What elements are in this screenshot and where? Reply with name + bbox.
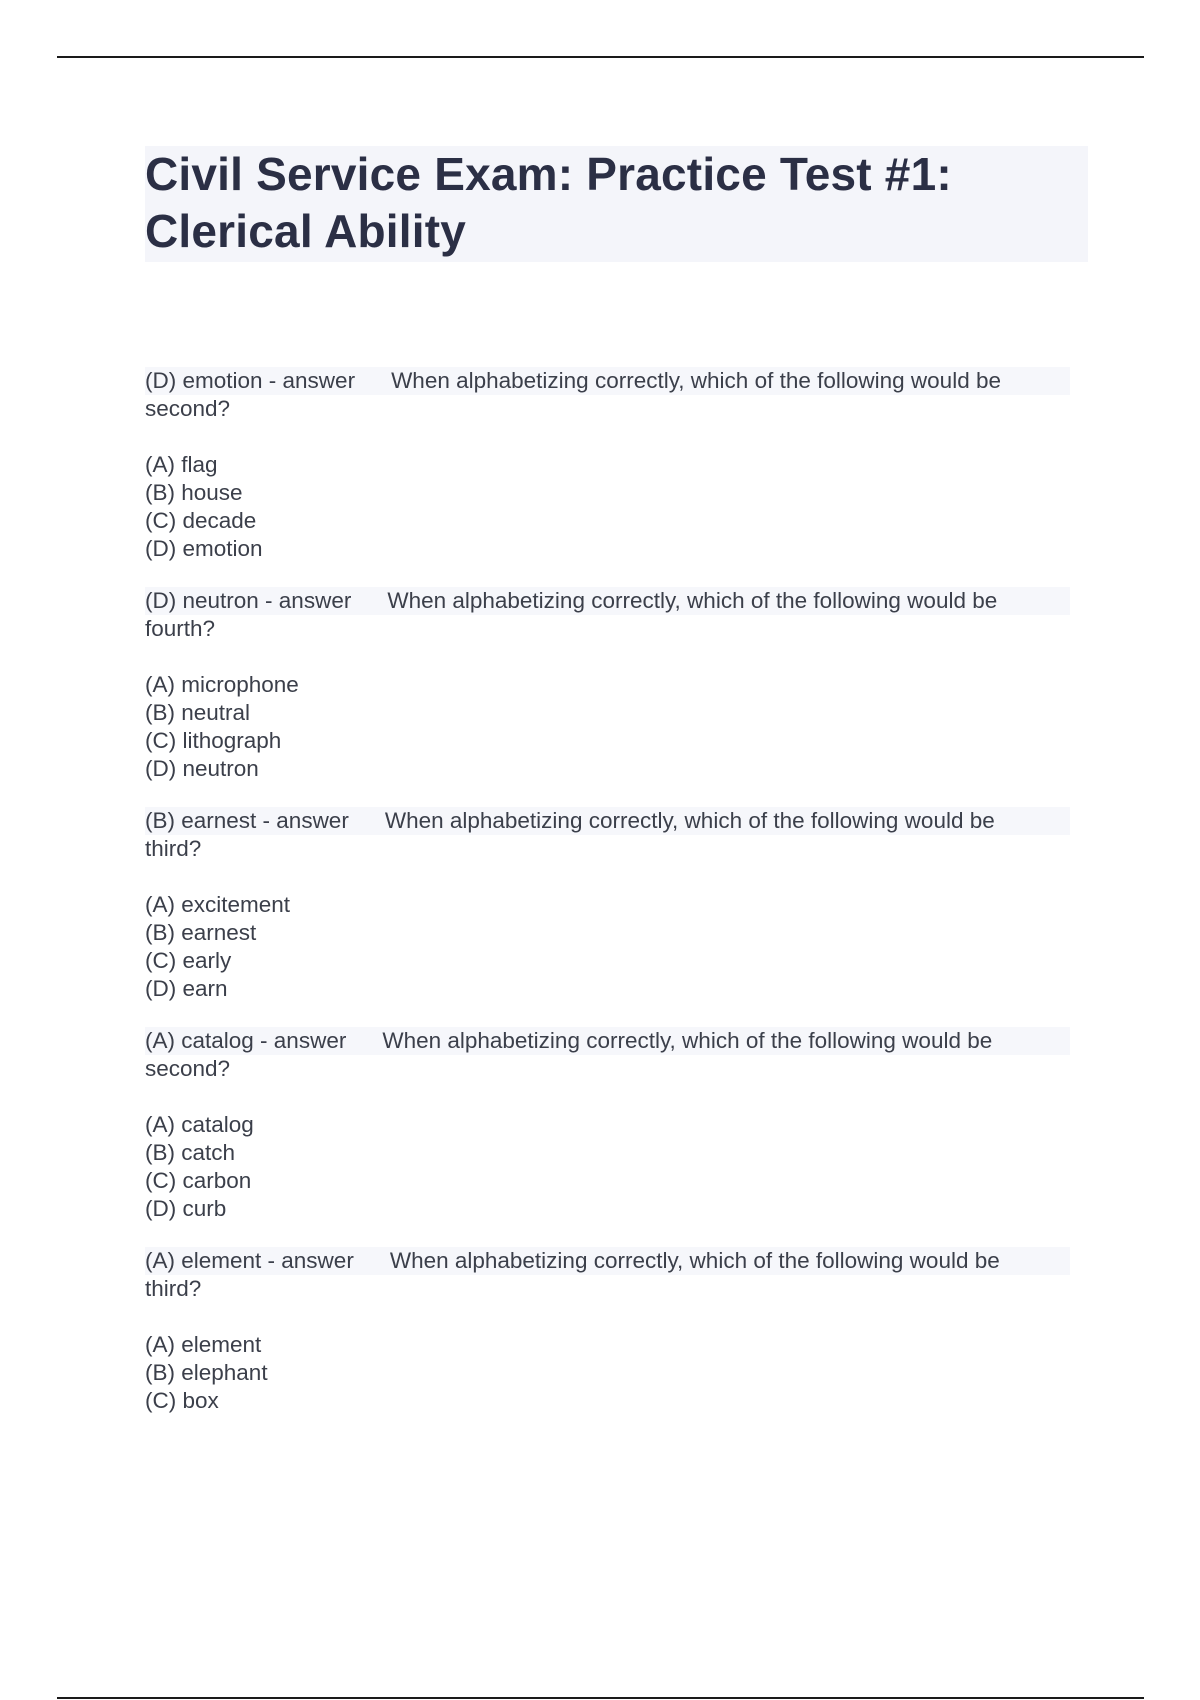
- title-line-1: Civil Service Exam: Practice Test #1:: [145, 148, 952, 200]
- question-text: When alphabetizing correctly, which of the following would be: [382, 1028, 993, 1053]
- question-text-end: third?: [145, 1276, 202, 1301]
- option-item: (D) emotion: [145, 536, 263, 561]
- answer-text: (D) emotion - answer: [145, 368, 356, 393]
- option-item: (B) catch: [145, 1140, 236, 1165]
- question-text: When alphabetizing correctly, which of the following would be: [391, 368, 1001, 393]
- flashcard-prompt: [145, 367, 1070, 423]
- answer-text: (A) catalog - answer: [145, 1028, 347, 1053]
- title-block: [145, 146, 1088, 262]
- option-item: (C) early: [145, 948, 232, 973]
- answer-text: (D) neutron - answer: [145, 588, 352, 613]
- flashcard-list: [145, 367, 1070, 1439]
- flashcard: [145, 367, 1070, 563]
- option-item: (C) decade: [145, 508, 257, 533]
- top-divider: [57, 56, 1144, 58]
- option-item: (A) element: [145, 1332, 262, 1357]
- flashcard: [145, 587, 1070, 783]
- flashcard-prompt: [145, 1027, 1070, 1083]
- question-text-end: fourth?: [145, 616, 216, 641]
- flashcard: [145, 807, 1070, 1003]
- option-item: (A) flag: [145, 452, 218, 477]
- option-item: (D) earn: [145, 976, 228, 1001]
- flashcard: [145, 1247, 1070, 1415]
- title-line-2: Clerical Ability: [145, 205, 467, 257]
- option-item: (A) excitement: [145, 892, 291, 917]
- bottom-divider: [57, 1697, 1144, 1699]
- question-text: When alphabetizing correctly, which of the following would be: [387, 588, 998, 613]
- flashcard-prompt: [145, 587, 1070, 643]
- option-item: (A) catalog: [145, 1112, 254, 1137]
- option-list: [145, 451, 1070, 563]
- option-item: (C) lithograph: [145, 728, 282, 753]
- option-item: (C) carbon: [145, 1168, 252, 1193]
- question-text-end: third?: [145, 836, 202, 861]
- flashcard-prompt: [145, 1247, 1070, 1303]
- option-item: (D) curb: [145, 1196, 227, 1221]
- option-list: [145, 1111, 1070, 1223]
- question-text-end: second?: [145, 1056, 231, 1081]
- question-text: When alphabetizing correctly, which of the following would be: [384, 808, 995, 833]
- option-item: (B) earnest: [145, 920, 257, 945]
- option-list: [145, 671, 1070, 783]
- option-item: (C) box: [145, 1388, 219, 1413]
- option-item: (B) house: [145, 480, 243, 505]
- flashcard: [145, 1027, 1070, 1223]
- option-list: [145, 891, 1070, 1003]
- flashcard-prompt: [145, 807, 1070, 863]
- answer-text: (A) element - answer: [145, 1248, 354, 1273]
- option-item: (A) microphone: [145, 672, 299, 697]
- option-item: (B) neutral: [145, 700, 251, 725]
- answer-text: (B) earnest - answer: [145, 808, 349, 833]
- option-item: (D) neutron: [145, 756, 259, 781]
- option-item: (B) elephant: [145, 1360, 268, 1385]
- option-list: [145, 1331, 1070, 1415]
- question-text: When alphabetizing correctly, which of the following would be: [389, 1248, 1000, 1273]
- question-text-end: second?: [145, 396, 231, 421]
- page-title: [145, 146, 1088, 260]
